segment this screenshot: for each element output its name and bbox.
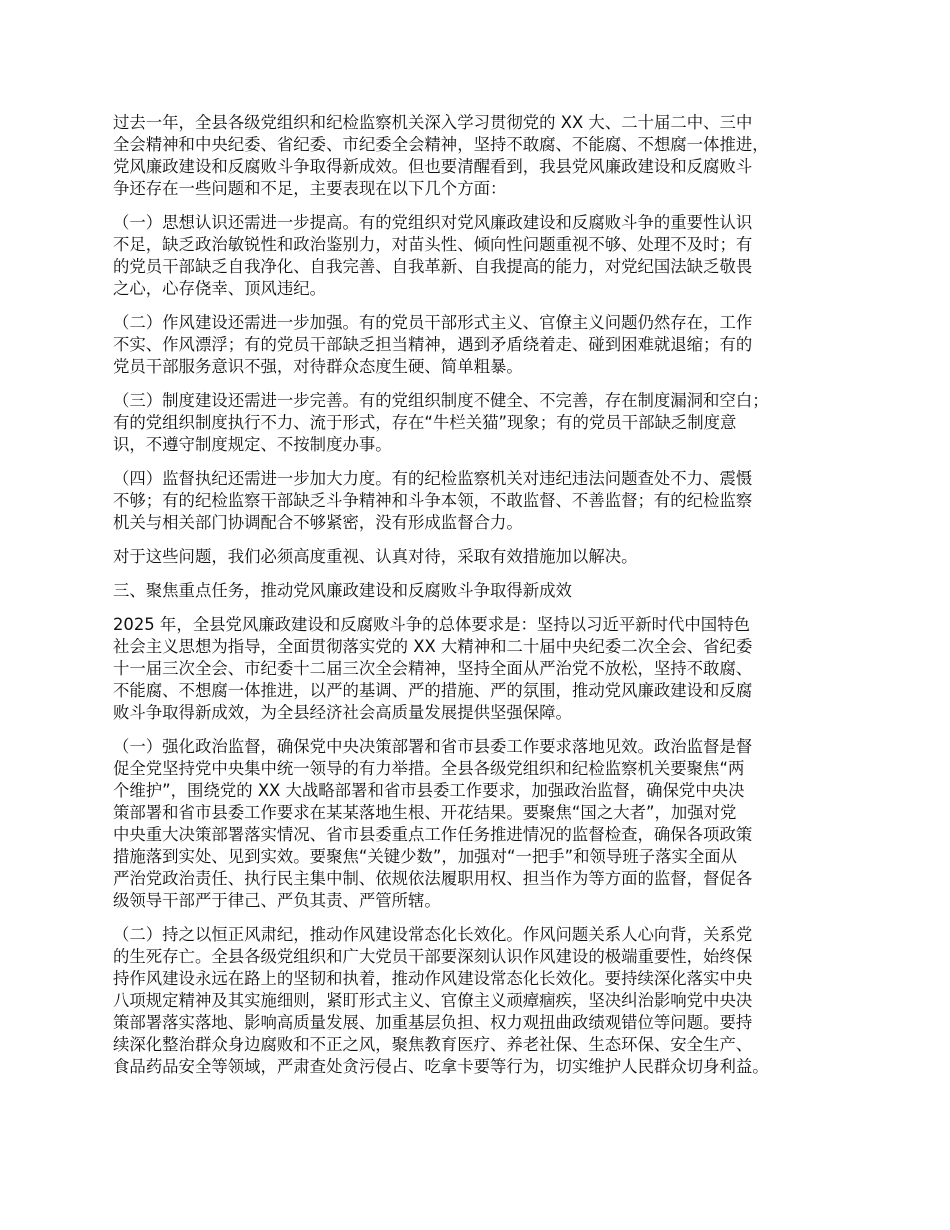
paragraph-conclusion: 对于这些问题，我们必须高度重视、认真对待，采取有效措施加以解决。 <box>113 547 638 566</box>
paragraph-issue-3: （三）制度建设还需进一步完善。有的党组织制度不健全、不完善，存在制度漏洞和空白； 有的党组织制度执行不力、流于形式，存在“牛栏关猫”现象；有的党员干部缺乏制度意 识，不遵守制度规定、不按制度办事。 <box>113 391 769 454</box>
paragraph-issue-2: （二）作风建设还需进一步加强。有的党员干部形式主义、官僚主义问题仍然存在，工作 不实、作风漂浮；有的党员干部缺乏担当精神，遇到矛盾绕着走、碰到困难就退缩；有的 党员干部服务意识不强，对待群众态度生硬、简单粗暴。 <box>113 313 753 376</box>
paragraph-issue-4: （四）监督执纪还需进一步加大力度。有的纪检监察机关对违纪违法问题查处不力、震慑 不够；有的纪检监察干部缺乏斗争精神和斗争本领，不敢监督、不善监督；有的纪检监察 机关与相关部门协调配合不够紧密，没有形成监督合力。 <box>113 469 753 532</box>
section-heading: 三、聚焦重点任务，推动党风廉政建设和反腐败斗争取得新成效 <box>113 581 572 600</box>
paragraph-task-1: （一）强化政治监督，确保党中央决策部署和省市县委工作要求落地见效。政治监督是督 促全党坚持党中央集中统一领导的有力举措。全县各级党组织和纪检监察机关要聚焦“两 个维护”，围绕党的 XX 大战略部署和省市县委工作要求，加强政治监督，确保党中央决 策部署和省市县委工作要求在某某落地生根、开花结果。要聚焦“国之大者”，加强对党 中央重大决策部署落实情况、省市县委重点工作任务推进情况的监督检查，确保各项政策 措施落到实处、见到实效。要聚焦“关键少数”，加强对“一把手”和领导班子落实全面从 严治党政治责任、执行民主集中制、依规依法履职用权、担当作为等方面的监督，督促各 级领导干部严于律己、严负其责、严管所辖。 <box>113 737 753 910</box>
document-body <box>113 112 857 1090</box>
paragraph-issue-1: （一）思想认识还需进一步提高。有的党组织对党风廉政建设和反腐败斗争的重要性认识 不足，缺乏政治敏锐性和政治鉴别力，对苗头性、倾向性问题重视不够、处理不及时；有 的党员干部缺乏自我净化、自我完善、自我革新、自我提高的能力，对党纪国法缺乏敬畏 之心，心存侥幸、顶风违纪。 <box>113 213 753 298</box>
paragraph-task-2: （二）持之以恒正风肃纪，推动作风建设常态化长效化。作风问题关系人心向背，关系党 的生死存亡。全县各级党组织和广大党员干部要深刻认识作风建设的极端重要性，始终保 持作风建设永远在路上的坚韧和执着，推动作风建设常态化长效化。要持续深化落实中央 八项规定精神及其实施细则，紧盯形式主义、官僚主义顽瘴痼疾，坚决纠治影响党中央决 策部署落实落地、影响高质量发展、加重基层负担、权力观扭曲政绩观错位等问题。要持 续深化整治群众身边腐败和不正之风，聚焦教育医疗、养老社保、生态环保、安全生产、 食品药品安全等领域，严肃查处贪污侵占、吃拿卡要等行为，切实维护人民群众切身利益。 <box>113 925 769 1076</box>
paragraph-intro: 过去一年，全县各级党组织和纪检监察机关深入学习贯彻党的 XX 大、二十届二中、三中 全会精神和中央纪委、省纪委、市纪委全会精神，坚持不敢腐、不能腐、不想腐一体推进， 党风廉政建设和反腐败斗争取得新成效。但也要清醒看到，我县党风廉政建设和反腐败斗 争还存在一些问题和不足，主要表现在以下几个方面： <box>113 113 769 198</box>
paragraph-requirements: 2025 年，全县党风廉政建设和反腐败斗争的总体要求是：坚持以习近平新时代中国特色 社会主义思想为指导，全面贯彻落实党的 XX 大精神和二十届中央纪委二次全会、省纪委 十一届三次全会、市纪委十二届三次全会精神，坚持全面从严治党不放松，坚持不敢腐、 不能腐、不想腐一体推进，以严的基调、严的措施、严的氛围，推动党风廉政建设和反腐 败斗争取得新成效，为全县经济社会高质量发展提供坚强保障。 <box>113 615 753 722</box>
